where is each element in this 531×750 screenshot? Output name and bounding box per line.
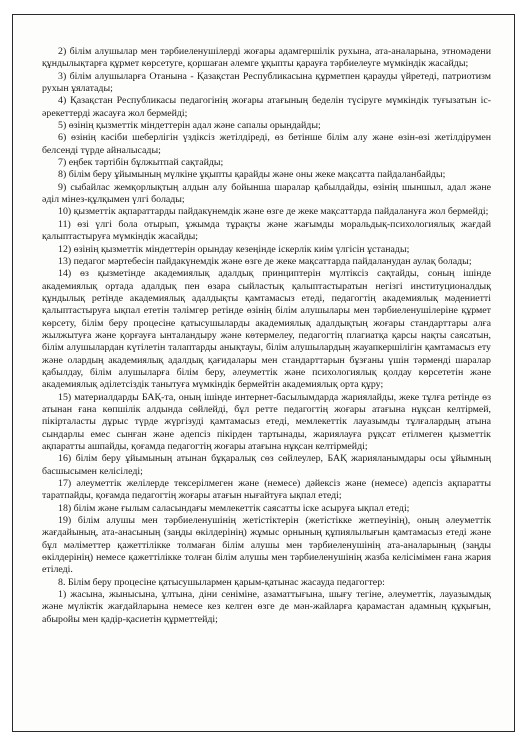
section-8-heading: 8. Білім беру процесіне қатысушылармен қарым-қатынас жасауда педагогтер:	[58, 576, 385, 588]
clause-9: 9) сыбайлас жемқорлықтың алдын алу бойынша шаралар қабылдайды, өзінің шыншыл, адал және әділ мінез-құлқымен үлгі болады;	[42, 181, 491, 206]
clause-16: 16) білім беру ұйымының атынан бұқаралық сөз сөйлеулер, БАҚ жарияланымдары осы ұйымның басшысымен келісіледі;	[42, 453, 491, 477]
clause-5: 5) өзінің қызметтік міндеттерін адал және сапалы орындайды;	[58, 120, 321, 132]
document-body	[42, 46, 491, 626]
clause-11: 11) өзі үлгі бола отырып, ұжымда тұрақты және жағымды моральдық-психологиялық жағдай қалыптастыруға мүмкіндік жасайды;	[42, 218, 491, 243]
clause-14: 14) өз қызметінде академиялық адалдық принциптерін мүлтіксіз сақтайды, соның ішінде академиялық ортада адалдық пен өзара сыйластық қалыптастыратын негізгі институционалдық құндылық ретінде академиялық адалдықты қамтамасыз етеді, педагогтің академиялық мәдениетті қалыптастыруға ықпал ететін тәлімгер ретінде өзінің білім алушылары мен тәрбиеленушілеріне құрмет көрсету, білім беру процесіне қатысушыларды академиялық адалдықтың жоғары стандарттары алға жылжытуға және қорғауға ынталандыру және көтермелеу, педагогтің плагиатқа қарсы нақты саясатын, білім алушылардан күтілетін талаптарды анықтауы, білім алушылардың жауапкершілігін қамтамасыз ету және олардың академиялық адалдық қағидалары мен стандарттарын бұзғаны үшін тәрмендi шаралар қабылдау, білім алушыларға білім беру, әлеуметтік және психологиялық қолдау көрсететін және академиялық әділетсіздік танытуға мүмкіндік бермейтін академиялық орта құру;	[42, 268, 491, 391]
clause-12: 12) өзінің қызметтік міндеттерін орындау кезеңінде іскерлік киім үлгісін ұстанады;	[58, 243, 410, 255]
clause-19: 19) білім алушы мен тәрбиеленушінің жетістіктерін (жетістікке жетпеуінің), оның әлеуметтік жағдайының, ата-анасының (заңды өкілдерінің) жұмыс орнының құпиялылығын қамтамасыз етеді және бұл мәліметтер қажеттілікке толмаған білім алушы мен тәрбиеленушінің ата-аналарының (заңды өкілдерінің) немесе қажеттілікке толған білім алушы мен тәрбиеленушінің жазба келісімімен ғана жария етіледі.	[42, 515, 491, 576]
clause-4: 4) Қазақстан Республикасы педагогінің жоғары атағының беделін түсіруге мүмкіндік туғызатын іс-әрекеттерді жасауға жол бермейді;	[42, 95, 491, 119]
clause-3: 3) білім алушыларға Отанына - Қазақстан Республикасына құрметпен қарауды үйретеді, патриотизм рухын ұялатады;	[42, 70, 491, 95]
clause-2: 2) білім алушылар мен тәрбиеленушілерді жоғары адамгершілік рухына, ата-аналарына, этномәдени құндылықтарға құрмет көрсетуге, қоршаған әлемге ұқыпты қарауға тәрбиелеуге мүмкіндік жасайды;	[42, 46, 491, 70]
clause-17: 17) әлеуметтік желілерде тексерілмеген және (немесе) дәйексіз және (немесе) әдепсіз ақпаратты таратпайды, қоғамда педагогтің жоғары атағын нығайтуға ықпал етеді;	[42, 478, 491, 502]
clause-13: 13) педагог мәртебесін пайдакүнемдік және өзге де жеке мақсаттарда пайдаланудан аулақ болады;	[58, 255, 472, 267]
clause-7: 7) еңбек тәртібін бұлжытпай сақтайды;	[58, 157, 224, 169]
clause-18: 18) білім және ғылым саласындағы мемлекеттік саясатты іске асыруға ықпал етеді;	[58, 502, 410, 514]
clause-15: 15) материалдарды БАҚ-та, оның ішінде интернет-басылымдарда жариялайды, жеке тұлға ретінде өз атынан ғана көпшілік алдында сөйлейді, бұл ретте педагогтің жоғары атағына нұқсан келтірмей, пікірталасты дұрыс түрде жүргізуді қамтамасыз етеді, мемлекеттік лауазымды тұлғалардың атына сындарлы емес сынған және әдепсіз пікірден тартынады, жариялауға рұқсат етілмеген қызметтік ақпаратты ашпайды, қоғамда педагогтің жоғары атағына нұқсан келтірмейді;	[42, 391, 491, 452]
section-8-clause-1: 1) жасына, жынысына, ұлтына, діни сеніміне, азаматтығына, шығу тегіне, әлеуметтік, лауазымдық және мүліктік жағдайларына немесе кез келген өзге де мән-жайларға қарамастан адамның құқығын, абыройы мен қадір-қасиетін құрметтейді;	[42, 589, 491, 625]
clause-6: 6) өзінің кәсіби шеберлігін үздіксіз жетілдіреді, өз бетінше білім алу және өзін-өзі жетілдірумен белсенді түрде айналысады;	[42, 132, 491, 156]
clause-10: 10) қызметтік ақпараттарды пайдакүнемдік және өзге де жеке мақсаттарда пайдалануға жол бермейді;	[58, 206, 489, 218]
clause-8: 8) білім беру ұйымының мүлкіне ұқыпты қарайды және оны жеке мақсатта пайдаланбайды;	[58, 169, 446, 181]
